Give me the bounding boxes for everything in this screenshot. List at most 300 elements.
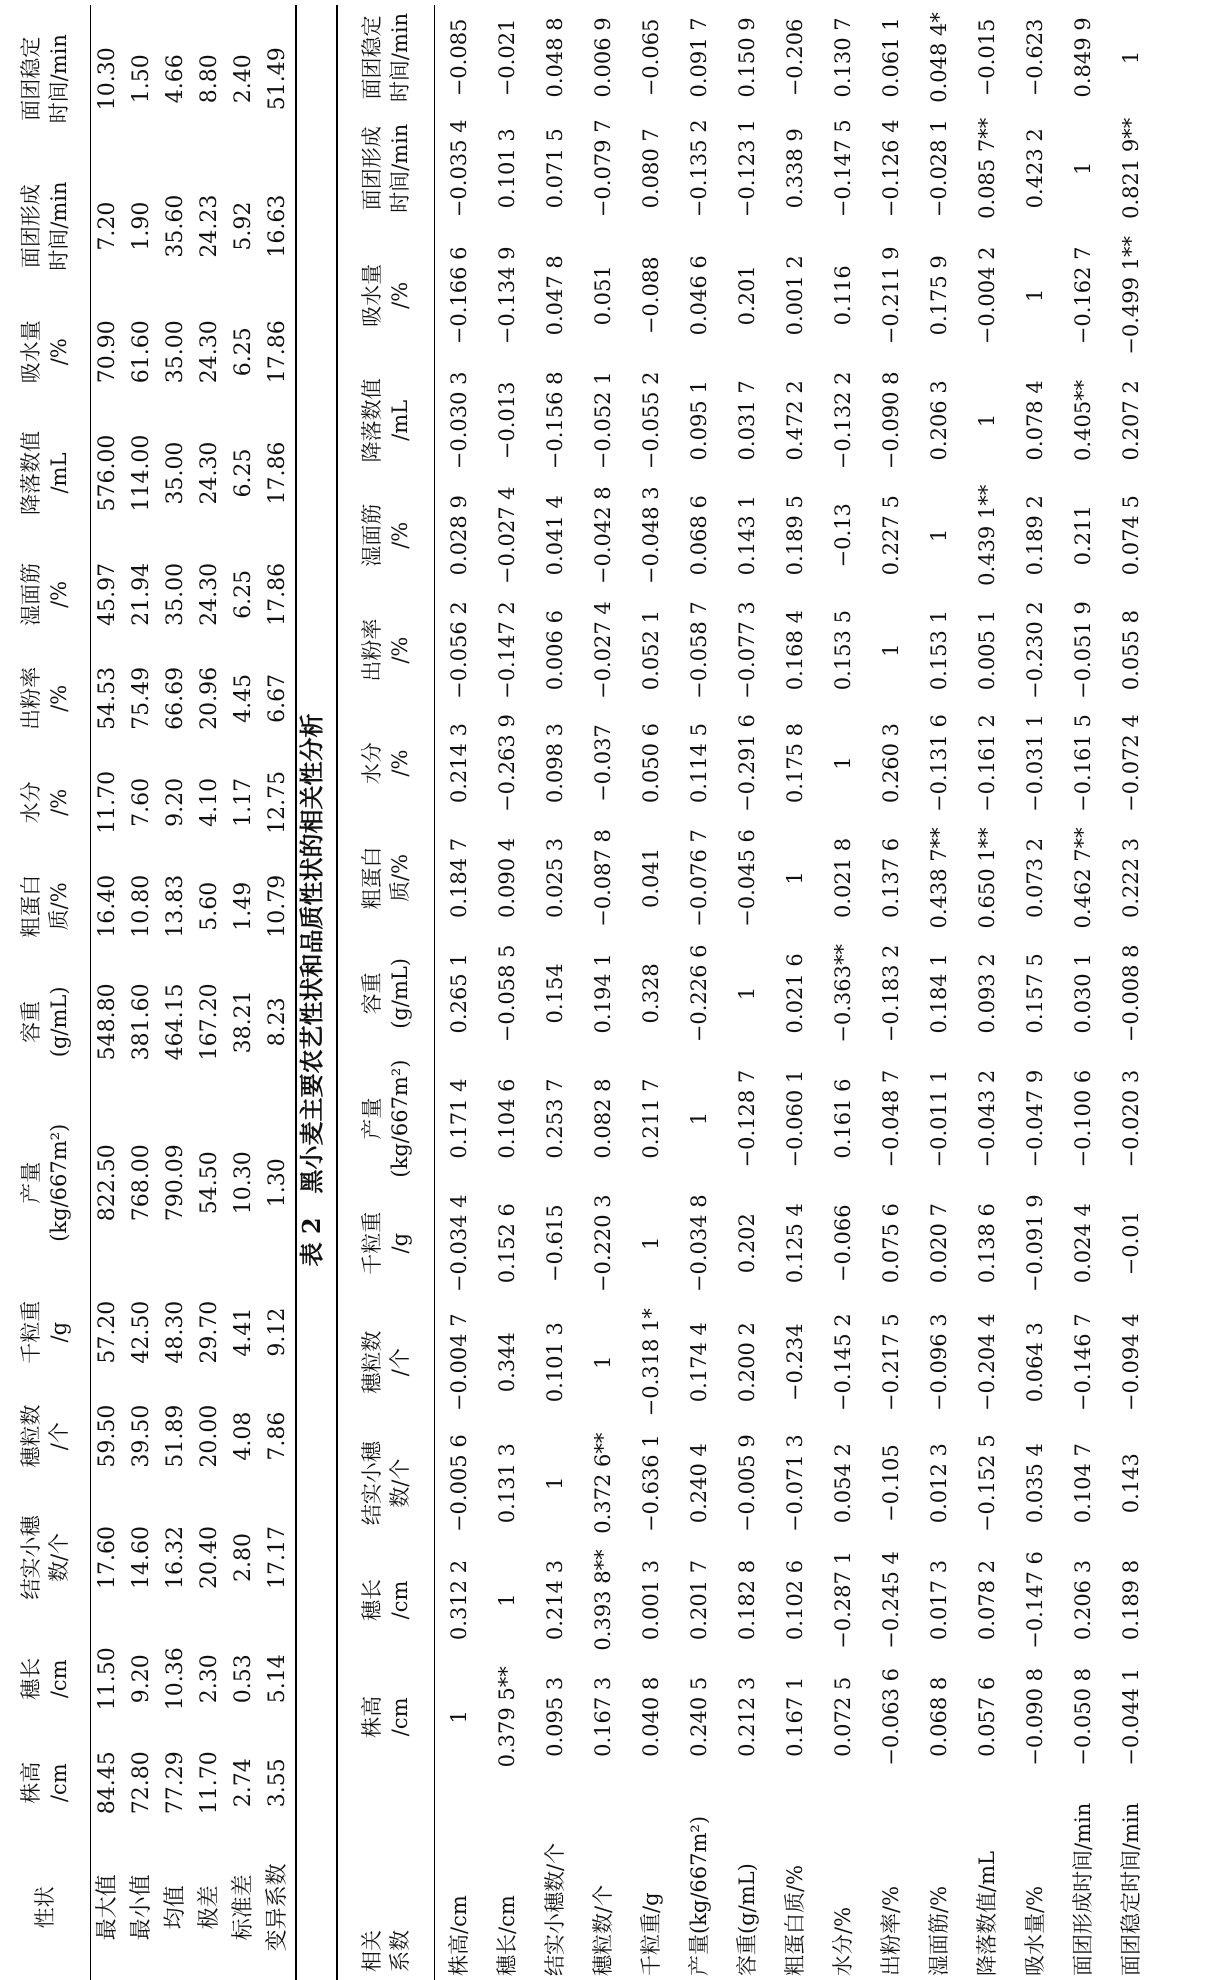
- table-cell: 10.36: [163, 1647, 188, 1711]
- table-cell: −0.037: [591, 724, 615, 802]
- table-cell: 1: [735, 986, 759, 1001]
- table-cell: 0.194 1: [591, 953, 615, 1034]
- table-cell: 0.074 5: [1119, 495, 1143, 576]
- table-cell: 0.372 6**: [591, 1432, 615, 1534]
- table-cell: 0.138 6: [975, 1203, 999, 1284]
- table-cell: 0.055 8: [1119, 610, 1143, 691]
- column-header: 水分 /%: [19, 781, 71, 824]
- table-cell: −0.065: [639, 18, 663, 97]
- table-cell: 8.80: [197, 54, 222, 104]
- table-cell: 0.202: [735, 1213, 759, 1274]
- table-cell: 61.60: [129, 320, 154, 384]
- row-label: 面团稳定时间/min: [1119, 1802, 1143, 1976]
- table-cell: −0.077 3: [735, 601, 759, 700]
- table-cell: 0.175 9: [927, 255, 951, 336]
- table-cell: −0.105: [879, 1444, 903, 1523]
- table-cell: −0.204 4: [975, 1313, 999, 1412]
- table-cell: −0.058 5: [495, 944, 519, 1043]
- table-row: [627, 5, 675, 1980]
- table-cell: −0.094 4: [1119, 1313, 1143, 1412]
- table-cell: 0.012 3: [927, 1443, 951, 1524]
- table-cell: −0.047 9: [1023, 1069, 1047, 1168]
- table2-correlation: [336, 5, 1155, 1980]
- table-cell: 0.472 2: [783, 380, 807, 461]
- column-header: 株高 /cm: [19, 1761, 71, 1804]
- table-cell: 1: [639, 1236, 663, 1250]
- table-cell: 0.101 3: [495, 128, 519, 209]
- row-label: 穗粒数/个: [591, 1884, 615, 1976]
- table-cell: 0.344: [495, 1332, 519, 1393]
- table-cell: 0.072 5: [831, 1676, 855, 1757]
- column-header: 穗粒数 /个: [337, 1300, 435, 1425]
- table-cell: −0.636 1: [639, 1434, 663, 1533]
- table-cell: −0.034 4: [447, 1194, 471, 1293]
- table-cell: −0.058 7: [687, 601, 711, 700]
- table-cell: 3.55: [261, 1731, 296, 1835]
- table-cell: 0.849 9: [1071, 17, 1095, 98]
- table-cell: 45.97: [95, 562, 120, 626]
- table-cell: 4.41: [231, 1307, 256, 1357]
- column-header: 穗长 /cm: [19, 1657, 71, 1700]
- table-row: [579, 5, 627, 1980]
- table-cell: 0.041 4: [543, 495, 567, 576]
- table-cell: 0.048 8: [543, 17, 567, 98]
- table-cell: 0.206 3: [927, 380, 951, 461]
- table-cell: 1: [783, 871, 807, 885]
- table-cell: 0.53: [231, 1654, 256, 1704]
- table-cell: −0.020 3: [1119, 1069, 1143, 1168]
- table-cell: 0.184 1: [927, 953, 951, 1034]
- table-cell: 84.45: [95, 1751, 120, 1815]
- table-cell: 5.14: [261, 1627, 296, 1731]
- table-cell: 548.80: [95, 983, 120, 1061]
- row-label: 粗蛋白质/%: [783, 1864, 807, 1976]
- column-header: 湿面筋 /%: [337, 477, 435, 594]
- table-cell: 54.50: [197, 1151, 222, 1215]
- table-cell: 9.12: [261, 1280, 296, 1384]
- column-header: 粗蛋白 质/%: [19, 874, 71, 938]
- table-cell: 1: [879, 643, 903, 657]
- table-cell: 0.168 4: [783, 610, 807, 691]
- table-cell: 0.078 2: [975, 1559, 999, 1641]
- table-cell: 16.40: [95, 874, 120, 938]
- table-cell: −0.234: [783, 1323, 807, 1402]
- table-cell: 11.70: [95, 770, 120, 834]
- table-cell: 0.040 8: [639, 1676, 663, 1757]
- row-label: 变异系数: [261, 1835, 296, 1980]
- table-cell: 2.74: [231, 1758, 256, 1808]
- row-label: 湿面筋/%: [927, 1885, 951, 1976]
- table-cell: −0.066: [831, 1204, 855, 1283]
- table-cell: 0.393 8**: [591, 1549, 615, 1651]
- table-cell: 0.035 4: [1023, 1443, 1047, 1524]
- row-label: 产量(kg/667m²): [687, 1815, 711, 1976]
- table-cell: 20.40: [197, 1526, 222, 1589]
- table-cell: 20.00: [197, 1404, 222, 1468]
- column-header: 降落数值 /mL: [19, 431, 71, 516]
- table-cell: 0.090 4: [495, 837, 519, 919]
- table-cell: 1.30: [261, 1085, 296, 1280]
- table-cell: 0.201: [735, 265, 759, 326]
- table-cell: −0.156 8: [543, 371, 567, 470]
- table-cell: −0.004 2: [975, 246, 999, 345]
- table2-title: 表 2 黑小麦主要农艺性状和品质性状的相关性分析: [297, 713, 326, 1267]
- table-cell: 6.25: [231, 448, 256, 498]
- table-cell: −0.027 4: [495, 486, 519, 585]
- table-cell: −0.230 2: [1023, 601, 1047, 700]
- table-row: [227, 5, 261, 1980]
- table-cell: −0.147 6: [1023, 1551, 1047, 1649]
- table-cell: 4.10: [197, 777, 222, 827]
- column-header: 面团稳定 时间/min: [19, 34, 71, 124]
- table1-body: [91, 5, 297, 1980]
- row-label: 水分/%: [831, 1906, 855, 1976]
- column-header: 湿面筋 /%: [19, 562, 71, 626]
- table-cell: 0.050 6: [639, 722, 663, 804]
- table-cell: 1: [1023, 288, 1047, 302]
- table-cell: 0.253 7: [543, 1078, 567, 1159]
- table-cell: 0.462 7**: [1071, 827, 1095, 929]
- table-cell: 2.80: [231, 1533, 256, 1582]
- row-label: 结实小穗数/个: [543, 1842, 567, 1976]
- table-cell: 7.20: [95, 201, 120, 251]
- table-cell: 1: [687, 1111, 711, 1126]
- table-cell: −0.146 7: [1071, 1313, 1095, 1412]
- table-cell: −0.363**: [831, 944, 855, 1043]
- table-cell: 0.154: [543, 963, 567, 1024]
- table-cell: −0.072 4: [1119, 714, 1143, 812]
- table-cell: 8.23: [261, 958, 296, 1085]
- table-cell: −0.011 1: [927, 1069, 951, 1168]
- table-cell: −0.043 2: [975, 1069, 999, 1168]
- table-cell: 66.69: [163, 666, 188, 730]
- table-cell: 0.051: [591, 265, 615, 326]
- table-cell: 0.047 8: [543, 255, 567, 336]
- table-cell: 0.265 1: [447, 953, 471, 1034]
- table-cell: −0.245 4: [879, 1551, 903, 1649]
- column-header: 面团形成 时间/min: [19, 181, 71, 271]
- table-cell: −0.126 4: [879, 119, 903, 218]
- table-cell: 57.20: [95, 1300, 120, 1364]
- column-header: 出粉率 /%: [337, 594, 435, 707]
- table-cell: 1: [591, 1355, 615, 1369]
- table-cell: 9.20: [129, 1654, 154, 1704]
- table-cell: 11.70: [197, 1751, 222, 1815]
- table-cell: 21.94: [129, 562, 154, 626]
- row-label: 均值: [163, 1885, 188, 1930]
- table-cell: 24.30: [197, 320, 222, 384]
- table-cell: 0.021 8: [831, 837, 855, 919]
- table-cell: 59.50: [95, 1404, 120, 1468]
- table-cell: 0.048 4*: [927, 12, 951, 103]
- table-cell: −0.13: [831, 503, 855, 568]
- table-cell: 17.60: [95, 1526, 120, 1589]
- table-cell: 51.89: [163, 1404, 188, 1468]
- table-cell: 0.439 1**: [975, 484, 999, 586]
- table-cell: 0.650 1**: [975, 827, 999, 929]
- table-cell: 7.60: [129, 777, 154, 827]
- table-cell: 0.093 2: [975, 953, 999, 1034]
- table-cell: 0.167 3: [591, 1676, 615, 1757]
- table-cell: 1: [447, 1710, 471, 1724]
- row-label: 最小值: [129, 1874, 154, 1941]
- table-cell: 0.064 3: [1023, 1322, 1047, 1403]
- corner-header: 相关 系数: [337, 1775, 435, 1980]
- table-cell: −0.145 2: [831, 1313, 855, 1412]
- table-cell: 0.161 6: [831, 1078, 855, 1159]
- table-cell: 0.101 3: [543, 1322, 567, 1403]
- table-cell: 54.53: [95, 666, 120, 730]
- table-cell: −0.183 2: [879, 944, 903, 1043]
- table-cell: −0.152 5: [975, 1434, 999, 1533]
- table-cell: 0.211: [1071, 505, 1095, 566]
- table-cell: 0.153 1: [927, 610, 951, 691]
- table-cell: 72.80: [129, 1751, 154, 1815]
- table1-header-row: [0, 5, 91, 1980]
- table-cell: −0.013: [495, 381, 519, 460]
- table-cell: 0.078 4: [1023, 380, 1047, 461]
- table-cell: −0.008 8: [1119, 944, 1143, 1043]
- row-label: 出粉率/%: [879, 1885, 903, 1976]
- column-header: 容重 (g/mL): [337, 936, 435, 1050]
- table-cell: −0.042 8: [591, 486, 615, 585]
- table-cell: 29.70: [197, 1300, 222, 1364]
- column-header: 结实小穗 数/个: [19, 1515, 71, 1600]
- table-cell: 0.017 3: [927, 1559, 951, 1641]
- table-cell: 24.23: [197, 194, 222, 258]
- table-cell: −0.161 2: [975, 714, 999, 812]
- table-cell: 10.30: [231, 1151, 256, 1215]
- table-cell: −0.091 9: [1023, 1194, 1047, 1293]
- table-cell: 0.073 2: [1023, 837, 1047, 919]
- column-header: 面团形成 时间/min: [337, 110, 435, 227]
- table-cell: 16.32: [163, 1526, 188, 1589]
- table-cell: 0.212 3: [735, 1676, 759, 1757]
- table-cell: 0.214 3: [543, 1559, 567, 1641]
- table-cell: 0.182 8: [735, 1559, 759, 1641]
- table-cell: 0.312 2: [447, 1559, 471, 1641]
- table-cell: −0.100 6: [1071, 1069, 1095, 1168]
- table-cell: −0.096 3: [927, 1313, 951, 1412]
- table-cell: −0.076 7: [687, 829, 711, 927]
- table-cell: −0.052 1: [591, 371, 615, 470]
- table-cell: 0.001 2: [783, 255, 807, 336]
- table-cell: −0.147 5: [831, 119, 855, 218]
- table-cell: 790.09: [163, 1144, 188, 1222]
- table-cell: 10.80: [129, 874, 154, 938]
- table-cell: 0.041: [639, 847, 663, 908]
- table-cell: −0.044 1: [1119, 1667, 1143, 1766]
- table-cell: 0.260 3: [879, 722, 903, 804]
- table-cell: −0.090 8: [1023, 1667, 1047, 1766]
- table-cell: 0.114 5: [687, 722, 711, 804]
- table1-statistics: [0, 5, 297, 1980]
- table-cell: 1: [831, 756, 855, 770]
- table-cell: 0.098 3: [543, 722, 567, 804]
- table-cell: 0.068 8: [927, 1676, 951, 1757]
- table-cell: 0.085 7**: [975, 117, 999, 219]
- table-cell: 0.175 8: [783, 722, 807, 804]
- table-cell: 0.328: [639, 963, 663, 1024]
- table-cell: 0.082 8: [591, 1078, 615, 1159]
- table-cell: −0.217 5: [879, 1313, 903, 1412]
- table-cell: −0.166 6: [447, 246, 471, 345]
- table-cell: 0.104 7: [1071, 1443, 1095, 1524]
- table-cell: −0.211 9: [879, 246, 903, 345]
- table-cell: 0.102 6: [783, 1559, 807, 1641]
- table-cell: 0.157 5: [1023, 953, 1047, 1034]
- table-cell: 0.189 8: [1119, 1559, 1143, 1641]
- table-cell: 0.214 3: [447, 722, 471, 804]
- table-cell: −0.071 3: [783, 1434, 807, 1533]
- column-header: 容重 (g/mL): [19, 986, 71, 1058]
- table-cell: 2.30: [197, 1654, 222, 1704]
- column-header: 千粒重 /g: [337, 1187, 435, 1300]
- table-cell: 0.379 5**: [495, 1666, 519, 1768]
- table-cell: 1.50: [129, 54, 154, 104]
- table-cell: 35.00: [163, 320, 188, 384]
- table-cell: 0.057 6: [975, 1676, 999, 1757]
- table-cell: 0.189 2: [1023, 495, 1047, 576]
- table-cell: 0.025 3: [543, 837, 567, 919]
- table-cell: 0.137 6: [879, 837, 903, 919]
- table-cell: 0.005 1: [975, 610, 999, 691]
- table-cell: 17.86: [261, 300, 296, 404]
- table-cell: −0.031 1: [1023, 714, 1047, 812]
- column-header: 千粒重 /g: [19, 1300, 71, 1364]
- table-cell: −0.128 7: [735, 1069, 759, 1168]
- table-cell: 75.49: [129, 666, 154, 730]
- table-cell: 822.50: [95, 1144, 120, 1222]
- table-row: [723, 5, 771, 1980]
- table-cell: 0.024 4: [1071, 1203, 1095, 1284]
- table-cell: −0.063 6: [879, 1667, 903, 1766]
- table-cell: −0.056 2: [447, 601, 471, 700]
- table-row: [867, 5, 915, 1980]
- table-cell: −0.087 8: [591, 829, 615, 927]
- table-cell: 0.061 1: [879, 17, 903, 98]
- table-cell: 0.174 4: [687, 1322, 711, 1403]
- table-cell: 12.75: [261, 750, 296, 854]
- table-cell: 0.167 1: [783, 1676, 807, 1757]
- row-label: 容重(g/mL): [735, 1863, 759, 1976]
- table-cell: 0.095 1: [687, 380, 711, 461]
- table-cell: 0.206 3: [1071, 1559, 1095, 1641]
- table-cell: −0.051 9: [1071, 601, 1095, 700]
- table-cell: 576.00: [95, 434, 120, 512]
- table-cell: 10.30: [95, 47, 120, 111]
- table-cell: 17.86: [261, 542, 296, 646]
- table-cell: 1: [927, 528, 951, 542]
- column-header: 面团稳定 时间/min: [337, 5, 435, 110]
- table-cell: −0.050 8: [1071, 1667, 1095, 1766]
- table-cell: −0.004 7: [447, 1313, 471, 1412]
- table-cell: 0.184 7: [447, 837, 471, 919]
- table-cell: 0.031 7: [735, 380, 759, 461]
- table-cell: 17.86: [261, 404, 296, 543]
- table-cell: 0.071 5: [543, 128, 567, 209]
- table-cell: −0.060 1: [783, 1069, 807, 1168]
- table-cell: 10.79: [261, 854, 296, 958]
- table-cell: 0.075 6: [879, 1203, 903, 1284]
- table-cell: −0.045 6: [735, 829, 759, 927]
- table-cell: 6.25: [231, 327, 256, 377]
- column-header: 产量 (kg/667m²): [337, 1050, 435, 1186]
- table-cell: 0.020 7: [927, 1203, 951, 1284]
- table-cell: 1: [1071, 161, 1095, 175]
- table-cell: 1.90: [129, 201, 154, 251]
- table-cell: 0.227 5: [879, 495, 903, 576]
- table-cell: 0.189 5: [783, 495, 807, 576]
- table-cell: 0.068 6: [687, 495, 711, 576]
- table-cell: 0.240 5: [687, 1676, 711, 1757]
- table-cell: −0.088: [639, 256, 663, 335]
- table-cell: −0.226 6: [687, 944, 711, 1043]
- table-cell: 0.423 2: [1023, 128, 1047, 209]
- table-cell: 0.104 6: [495, 1078, 519, 1159]
- table-cell: −0.134 9: [495, 246, 519, 345]
- table-cell: −0.035 4: [447, 119, 471, 218]
- table-cell: 42.50: [129, 1300, 154, 1364]
- table-cell: −0.034 8: [687, 1194, 711, 1293]
- table-row: [261, 5, 296, 1980]
- table-cell: 0.054 2: [831, 1443, 855, 1524]
- table-cell: 0.201 7: [687, 1559, 711, 1641]
- column-header: 吸水量 /%: [19, 320, 71, 384]
- table-cell: −0.090 8: [879, 371, 903, 470]
- column-header: 穗长 /cm: [337, 1542, 435, 1659]
- column-header: 水分 /%: [337, 707, 435, 820]
- table-cell: 51.49: [261, 5, 296, 152]
- table-row: [531, 5, 579, 1980]
- table-cell: 0.030 1: [1071, 953, 1095, 1034]
- table-cell: 16.63: [261, 152, 296, 299]
- table-cell: −0.615: [543, 1204, 567, 1283]
- table-row: [963, 5, 1011, 1980]
- table-row: [125, 5, 159, 1980]
- table-cell: 0.125 4: [783, 1203, 807, 1284]
- table-cell: 4.66: [163, 54, 188, 104]
- table-cell: 1: [1119, 50, 1143, 65]
- table-cell: 0.438 7**: [927, 827, 951, 929]
- row-label: 千粒重/g: [639, 1892, 663, 1976]
- table-cell: 0.116: [831, 265, 855, 326]
- table-cell: −0.147 2: [495, 601, 519, 700]
- table-cell: −0.123 1: [735, 119, 759, 218]
- table-cell: −0.499 1**: [1119, 235, 1143, 355]
- table-row: [435, 5, 484, 1980]
- table-cell: 77.29: [163, 1751, 188, 1815]
- table-cell: 11.50: [95, 1647, 120, 1711]
- table-cell: 1: [975, 413, 999, 428]
- table-cell: 4.08: [231, 1411, 256, 1461]
- table-cell: 13.83: [163, 874, 188, 938]
- table-cell: −0.318 1*: [639, 1308, 663, 1417]
- table-cell: 114.00: [129, 434, 154, 512]
- table-cell: 0.095 3: [543, 1676, 567, 1757]
- table-cell: 0.001 3: [639, 1559, 663, 1641]
- table-cell: 35.00: [163, 441, 188, 505]
- table-cell: −0.005 6: [447, 1434, 471, 1533]
- table-cell: −0.131 6: [927, 714, 951, 812]
- table-cell: 0.153 5: [831, 610, 855, 691]
- column-header: 性状: [33, 1886, 57, 1929]
- table-row: [771, 5, 819, 1980]
- table-cell: 0.171 4: [447, 1078, 471, 1159]
- table-cell: 768.00: [129, 1144, 154, 1222]
- table-cell: 38.21: [231, 990, 256, 1054]
- table-cell: −0.135 2: [687, 119, 711, 218]
